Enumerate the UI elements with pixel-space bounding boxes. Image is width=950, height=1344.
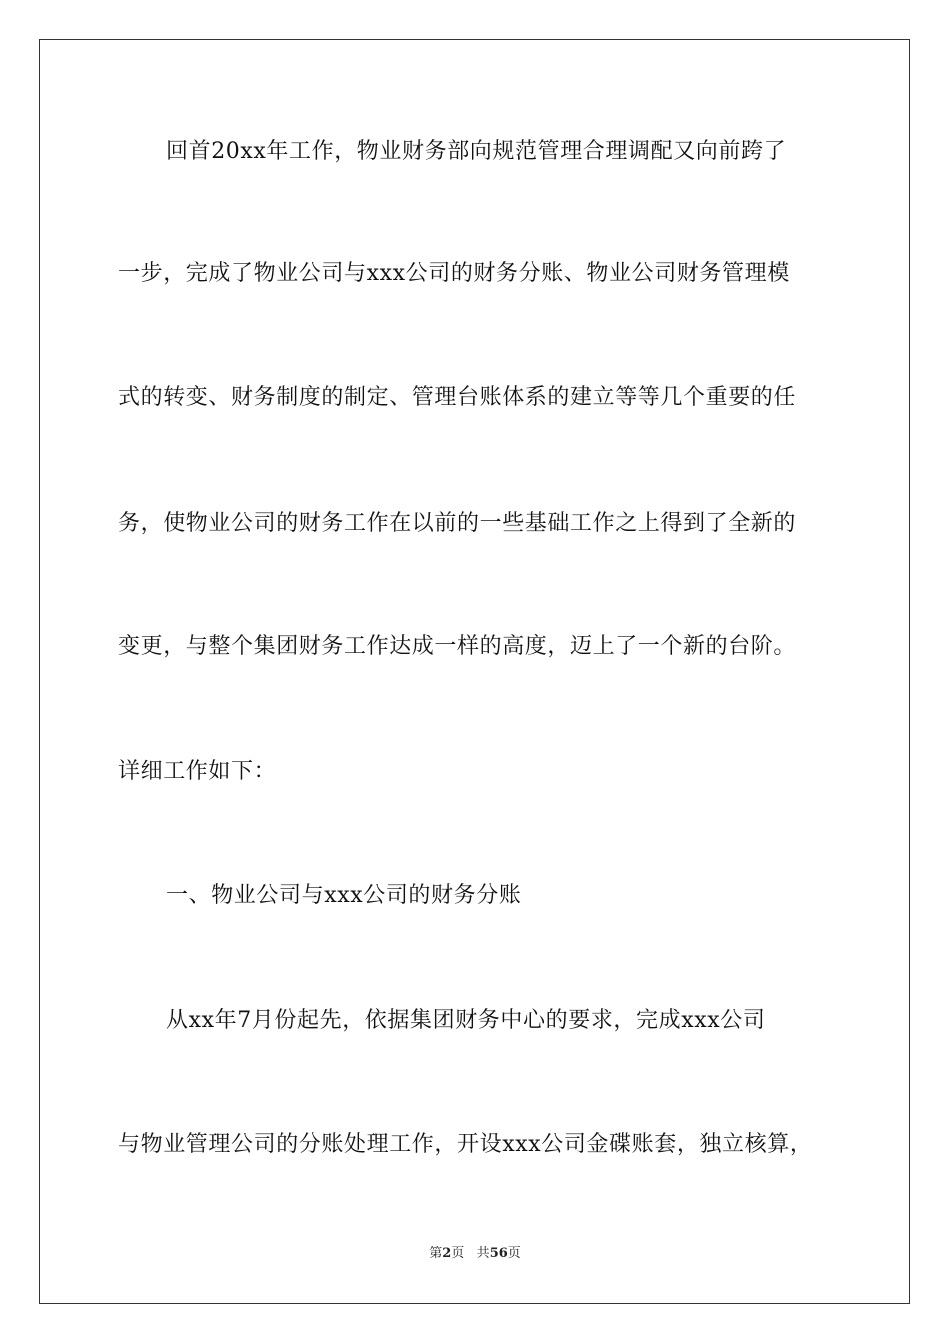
footer-page-suffix: 页 bbox=[451, 1246, 465, 1261]
paragraph-line-5: 变更，与整个集团财务工作达成一样的高度，迈上了一个新的台阶。 bbox=[118, 634, 797, 659]
footer-page-number: 2 bbox=[442, 1246, 452, 1261]
page-footer bbox=[0, 1245, 950, 1263]
paragraph-line-3: 式的转变、财务制度的制定、管理台账体系的建立等等几个重要的任 bbox=[118, 385, 797, 410]
page-border bbox=[39, 39, 910, 1304]
paragraph-line-9: 与物业管理公司的分账处理工作，开设xxx公司金碟账套，独立核算， bbox=[118, 1132, 813, 1157]
footer-total-prefix: 共 bbox=[476, 1246, 490, 1261]
footer-total-suffix: 页 bbox=[507, 1246, 521, 1261]
footer-page-prefix: 第 bbox=[429, 1246, 443, 1261]
paragraph-line-4: 务，使物业公司的财务工作在以前的一些基础工作之上得到了全新的 bbox=[118, 511, 797, 536]
footer-total-pages: 56 bbox=[489, 1246, 508, 1261]
section-heading: 一、物业公司与xxx公司的财务分账 bbox=[166, 883, 522, 908]
paragraph-line-6: 详细工作如下： bbox=[118, 759, 277, 784]
paragraph-line-2: 一步，完成了物业公司与xxx公司的财务分账、物业公司财务管理模 bbox=[118, 261, 790, 286]
paragraph-line-8: 从xx年7月份起先，依据集团财务中心的要求，完成xxx公司 bbox=[166, 1008, 766, 1033]
paragraph-line-1: 回首20xx年工作，物业财务部向规范管理合理调配又向前跨了 bbox=[166, 139, 787, 164]
